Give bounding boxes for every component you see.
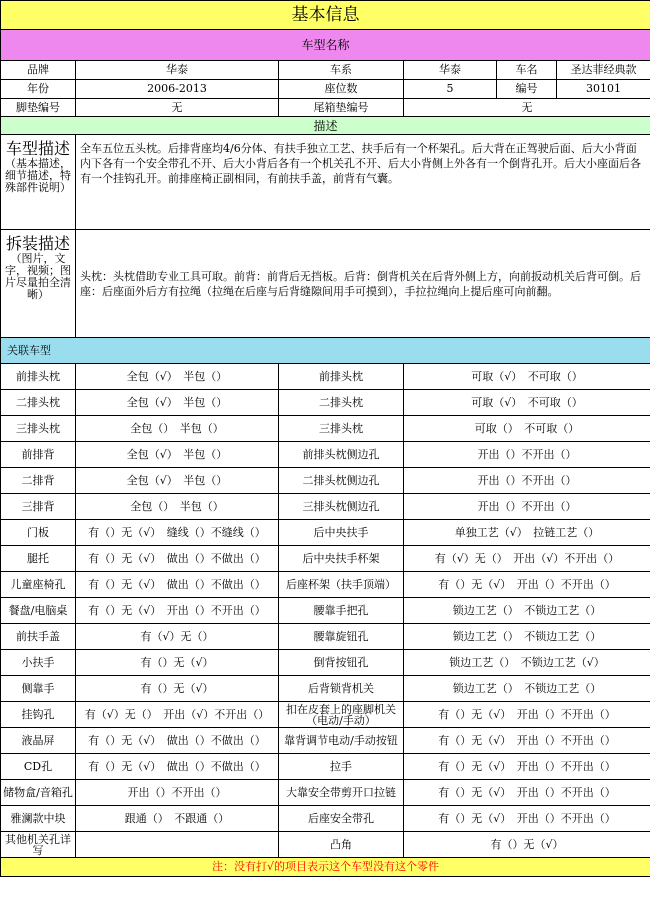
year-label: 年份	[1, 80, 76, 99]
row-value-right: 开出（）不开出（）	[404, 468, 650, 494]
table-row	[1, 546, 650, 572]
model-desc-subtitle: （基本描述，细节描述，特殊部件说明）	[5, 157, 71, 194]
table-row	[1, 780, 650, 806]
trunk-mat-value: 无	[404, 99, 650, 117]
row-label-left: 餐盘/电脑桌	[1, 598, 76, 624]
row-value-left: 有（）无（√）	[76, 676, 279, 702]
row-label-right: 三排头枕侧边孔	[279, 494, 404, 520]
row-label-left: 二排头枕	[1, 390, 76, 416]
row-value-right: 有（）无（√）	[404, 832, 650, 858]
table-row	[1, 494, 650, 520]
row-value-right: 有（）无（√） 开出（）不开出（）	[404, 806, 650, 832]
row-label-right: 前排头枕侧边孔	[279, 442, 404, 468]
row-value-left: 有（）无（√） 做出（）不做出（）	[76, 572, 279, 598]
row-value-left: 有（）无（√）	[76, 650, 279, 676]
row-value-right: 有（）无（√） 开出（）不开出（）	[404, 780, 650, 806]
model-desc-label	[1, 135, 76, 230]
row-label-right: 倒背按钮孔	[279, 650, 404, 676]
row-label-right: 后座安全带孔	[279, 806, 404, 832]
row-label-left: 门板	[1, 520, 76, 546]
car-name-value: 圣达菲经典款	[557, 61, 650, 80]
model-desc-text: 全车五位五头枕。后排背座均4/6分体、有扶手独立工艺、扶手后有一个杯架孔。后大背在正驾驶后面、后大小背面内下各有一个安全带孔不开、后大小背后各有一个机关孔不开、后大小背侧上外各有一个倒背孔开。后大小座面后各有一个挂钩孔开。前排座椅正副相同，有前扶手盖，前背有气囊。	[76, 135, 650, 230]
footer-note: 注：没有打√的项目表示这个车型没有这个零件	[1, 858, 650, 877]
row-value-left: 有（√）无（）	[76, 624, 279, 650]
row-value-right: 开出（）不开出（）	[404, 442, 650, 468]
brand-label: 品牌	[1, 61, 76, 80]
row-value-right: 有（）无（√） 开出（）不开出（）	[404, 572, 650, 598]
table-row	[1, 806, 650, 832]
row-value-right: 单独工艺（√） 拉链工艺（）	[404, 520, 650, 546]
row-value-left: 全包（√） 半包（）	[76, 390, 279, 416]
seats-value: 5	[404, 80, 497, 99]
disassembly-desc-label	[1, 230, 76, 338]
row-label-left: 前扶手盖	[1, 624, 76, 650]
row-label-left: 前排背	[1, 442, 76, 468]
brand-value: 华泰	[76, 61, 279, 80]
table-row	[1, 754, 650, 780]
row-value-left: 开出（）不开出（）	[76, 780, 279, 806]
row-value-right: 锁边工艺（） 不锁边工艺（）	[404, 598, 650, 624]
row-value-right: 锁边工艺（） 不锁边工艺（√）	[404, 650, 650, 676]
row-value-left: 全包（√） 半包（）	[76, 364, 279, 390]
model-name-header: 车型名称	[1, 30, 650, 61]
row-label-right: 拉手	[279, 754, 404, 780]
row-value-left: 全包（√） 半包（）	[76, 442, 279, 468]
row-label-right: 腰靠手把孔	[279, 598, 404, 624]
row-label-right: 二排头枕	[279, 390, 404, 416]
trunk-mat-label: 尾箱垫编号	[279, 99, 404, 117]
row-label-right: 后中央扶手杯架	[279, 546, 404, 572]
description-header: 描述	[1, 117, 650, 135]
row-label-left: 腿托	[1, 546, 76, 572]
row-label-left: 小扶手	[1, 650, 76, 676]
row-label-left: 三排头枕	[1, 416, 76, 442]
series-label: 车系	[279, 61, 404, 80]
model-desc-title: 车型描述	[5, 139, 70, 158]
foot-mat-value: 无	[76, 99, 279, 117]
table-row	[1, 572, 650, 598]
row-value-right: 有（）无（√） 开出（）不开出（）	[404, 754, 650, 780]
table-row	[1, 416, 650, 442]
row-label-right: 二排头枕侧边孔	[279, 468, 404, 494]
row-value-left: 全包（） 半包（）	[76, 416, 279, 442]
row-value-right: 锁边工艺（） 不锁边工艺（）	[404, 624, 650, 650]
row-value-left: 有（√）无（） 开出（√）不开出（）	[76, 702, 279, 728]
table-row	[1, 624, 650, 650]
page-title: 基本信息	[1, 1, 650, 30]
row-value-right: 锁边工艺（） 不锁边工艺（）	[404, 676, 650, 702]
related-models-header: 关联车型	[1, 338, 650, 364]
row-label-right: 三排头枕	[279, 416, 404, 442]
table-row	[1, 676, 650, 702]
row-value-right: 有（）无（√） 开出（）不开出（）	[404, 728, 650, 754]
table-row	[1, 650, 650, 676]
row-value-left	[76, 832, 279, 858]
code-label: 编号	[497, 80, 557, 99]
row-label-left: 侧靠手	[1, 676, 76, 702]
row-value-left: 有（）无（√） 缝线（）不缝线（）	[76, 520, 279, 546]
row-value-left: 有（）无（√） 开出（）不开出（）	[76, 598, 279, 624]
row-label-right: 凸角	[279, 832, 404, 858]
row-value-right: 有（）无（√） 开出（）不开出（）	[404, 702, 650, 728]
row-label-right: 后座杯架（扶手顶端）	[279, 572, 404, 598]
disassembly-desc-title: 拆装描述	[5, 234, 70, 253]
row-label-right: 扣在皮套上的座脚机关（电动/手动）	[279, 702, 404, 728]
row-value-right: 开出（）不开出（）	[404, 494, 650, 520]
row-label-left: 二排背	[1, 468, 76, 494]
row-value-right: 可取（√） 不可取（）	[404, 390, 650, 416]
row-value-left: 有（）无（√） 做出（）不做出（）	[76, 546, 279, 572]
disassembly-desc-text: 头枕：头枕借助专业工具可取。前背：前背后无挡板。后背：倒背机关在后背外侧上方，向前扳动机关后背可倒。后座：后座面外后方有拉绳（拉绳在后座与后背缝隙间用手可摸到），手拉拉绳向上提后座可向前翻。	[76, 230, 650, 338]
row-label-left: 挂钩孔	[1, 702, 76, 728]
row-value-right: 可取（√） 不可取（）	[404, 364, 650, 390]
row-value-left: 有（）无（√） 做出（）不做出（）	[76, 754, 279, 780]
row-label-left: CD孔	[1, 754, 76, 780]
row-label-left: 其他机关孔详写	[1, 832, 76, 858]
row-label-left: 前排头枕	[1, 364, 76, 390]
row-label-left: 三排背	[1, 494, 76, 520]
row-value-left: 全包（√） 半包（）	[76, 468, 279, 494]
table-row	[1, 364, 650, 390]
table-row	[1, 520, 650, 546]
row-label-right: 大靠安全带剪开口拉链	[279, 780, 404, 806]
year-value: 2006-2013	[76, 80, 279, 99]
car-name-label: 车名	[497, 61, 557, 80]
series-value: 华泰	[404, 61, 497, 80]
code-value: 30101	[557, 80, 650, 99]
table-row	[1, 702, 650, 728]
disassembly-desc-subtitle: （图片，文字，视频；图片尽量拍全清晰）	[5, 252, 71, 301]
foot-mat-label: 脚垫编号	[1, 99, 76, 117]
row-label-left: 储物盒/音箱孔	[1, 780, 76, 806]
row-value-right: 可取（） 不可取（）	[404, 416, 650, 442]
seats-label: 座位数	[279, 80, 404, 99]
row-value-left: 全包（） 半包（）	[76, 494, 279, 520]
table-row	[1, 442, 650, 468]
table-row	[1, 598, 650, 624]
row-label-left: 儿童座椅孔	[1, 572, 76, 598]
row-label-right: 腰靠旋钮孔	[279, 624, 404, 650]
row-label-right: 后背锁背机关	[279, 676, 404, 702]
row-value-left: 有（）无（√） 做出（）不做出（）	[76, 728, 279, 754]
row-label-right: 后中央扶手	[279, 520, 404, 546]
table-row	[1, 728, 650, 754]
row-label-left: 雅澜款中块	[1, 806, 76, 832]
row-label-right: 前排头枕	[279, 364, 404, 390]
row-label-right: 靠背调节电动/手动按钮	[279, 728, 404, 754]
table-row	[1, 832, 650, 858]
row-value-right: 有（√）无（） 开出（√）不开出（）	[404, 546, 650, 572]
table-row	[1, 390, 650, 416]
row-value-left: 跟通（） 不跟通（）	[76, 806, 279, 832]
table-row	[1, 468, 650, 494]
row-label-left: 液晶屏	[1, 728, 76, 754]
